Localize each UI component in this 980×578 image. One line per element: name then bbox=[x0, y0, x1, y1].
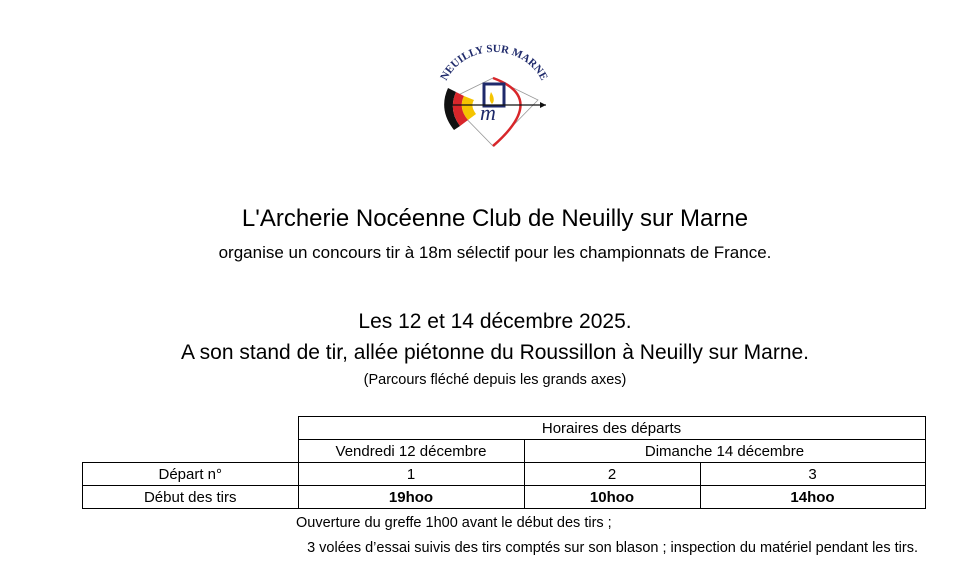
cell: 19hoo bbox=[298, 486, 524, 509]
cell: 10hoo bbox=[524, 486, 700, 509]
footer-note-1: Ouverture du greffe 1h00 avant le début des tirs ; bbox=[296, 515, 612, 531]
day-header: Dimanche 14 décembre bbox=[524, 440, 925, 463]
day-header: Vendredi 12 décembre bbox=[298, 440, 524, 463]
club-logo bbox=[428, 38, 558, 150]
group-header: Horaires des départs bbox=[298, 417, 925, 440]
row-label: Début des tirs bbox=[83, 486, 299, 509]
row-label: Départ n° bbox=[83, 463, 299, 486]
event-dates: Les 12 et 14 décembre 2025. bbox=[358, 310, 632, 333]
page-title: L'Archerie Nocéenne Club de Neuilly sur Marne bbox=[241, 205, 749, 232]
table-row bbox=[83, 486, 926, 509]
cell: 14hoo bbox=[700, 486, 925, 509]
table-row bbox=[83, 463, 926, 486]
cell: 3 bbox=[700, 463, 925, 486]
svg-text:m: m bbox=[480, 100, 496, 125]
cell: 1 bbox=[298, 463, 524, 486]
footer-note-2: 3 volées d’essai suivis des tirs comptés sur son blason ; inspection du matériel pendant les tirs. bbox=[307, 540, 918, 556]
directions-note: (Parcours fléché depuis les grands axes) bbox=[363, 372, 627, 388]
cell: 2 bbox=[524, 463, 700, 486]
event-location: A son stand de tir, allée piétonne du Roussillon à Neuilly sur Marne. bbox=[180, 341, 810, 364]
svg-text:NEUILLY SUR MARNE: NEUILLY SUR MARNE bbox=[438, 42, 550, 83]
subtitle: organise un concours tir à 18m sélectif pour les championnats de France. bbox=[218, 243, 772, 262]
schedule-table bbox=[82, 416, 926, 509]
